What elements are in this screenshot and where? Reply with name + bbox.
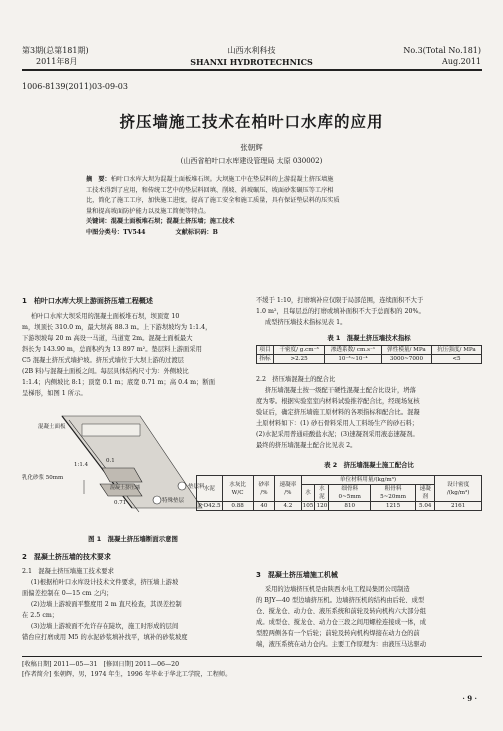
text-line: (2)水泥采用普通硅酸盐水泥；(3)速凝剂采用液态速凝剂。 [256,431,419,438]
fig-label-wall: 混凝土挤压墙 [110,485,141,491]
abstract [86,175,416,238]
table-cell: 指标 [257,355,274,364]
page-title: 挤压墙施工技术在柏叶口水库的应用 [119,113,384,131]
table-cell: <5 [431,355,481,364]
issue-cn: 第3期(总第181期) [22,46,89,55]
table-cell: 105 [302,503,314,509]
text-line: 采用的边墙挤压机是由陕西水电工程局集团公司制造 [264,586,410,593]
table-cell: 水 [301,485,315,502]
fig-label-sand: 乳化砂浆 50mm [22,475,64,481]
text-line: 最终的挤压墙混凝土配合比见表 2。 [256,442,357,449]
fig-label-special: 特殊垫层 [162,498,185,504]
section-2-body [22,566,244,643]
date-cn: 2011年8月 [36,57,78,66]
text-line: (2)边墙上游坡面平整度用 2 m 直尺检查，其误差控制 [30,601,182,608]
author: 张朝辉 [240,143,263,152]
text-line: 成。成型仓、搅龙仓、动力仓三段之间用螺栓连接成一体，成 [256,619,427,626]
abstract-line: 量和提高坡面防护能力以及施工简便等特点。 [86,207,210,215]
marker-circle [178,482,186,490]
section-3-body [256,584,482,650]
text-line: 面偏差控制在 0—15 cm 之内； [22,590,113,597]
table-cell: 水灰比 W/C [222,476,253,502]
section-22-body [256,374,482,451]
table-cell: 砂率 /% [253,476,274,502]
section-1-body [22,311,244,399]
table-cell: 干密度/ g.cm⁻³ [274,346,325,355]
journal-en: SHANXI HYDROTECHNICS [190,57,313,67]
table-cell: 810 [329,502,371,511]
table-cell: 速凝剂 [416,485,435,502]
issue-en: No.3(Total No.181) [403,46,481,55]
table-2-caption: 表 2 挤压墙混凝土施工配合比 [324,461,414,469]
text-line: 挤压墙混凝土按一级配干硬性混凝土配合比设计，坍落 [264,387,416,394]
text-line: m，坝顶长 310.0 m，最大坝高 88.3 m。上下游坝坡均为 1:1.4， [22,324,212,331]
table-1 [256,345,482,364]
text-line: (3)边墙上游坡面不允许存在陡坎，施工时形成的层间 [30,623,179,630]
section-1-title: 1 柏叶口水库大坝上游面挤压墙工程概述 [22,297,153,305]
text-line: 下游坝坡每 20 m 高设一马道，马道宽 2m。混凝土面板最大 [22,335,193,342]
table-cell: 渗透系数/ cm.s⁻¹ [325,346,382,355]
text-line: 仓、搅龙仓、动力仓、液压系统和前轮及转向机构六大部分组 [256,608,427,615]
date-en: Aug.2011 [442,57,481,66]
text-line: 型腔两侧各有一个后轮；前轮及转向机构焊接在动力仓的前 [256,630,420,637]
text-line: (1)根据柏叶口水库设计技术文件要求，挤压墙上游坡 [30,579,179,586]
page-number: · 9 · [462,694,477,703]
text-line: 验证后，确定挤压墙施工原材料的各项指标和配合比。混凝 [256,409,420,416]
table-cell: 120 [316,503,328,509]
footer-rule [22,656,482,657]
fig-label-panel: 混凝土面板 [38,424,66,430]
text-line: 1.0 m²，且每层总的打磨或填补面积不大于总面积的 20%。 [256,308,425,315]
table-cell: 40 [253,502,274,511]
section-2-title: 2 混凝土挤压墙的技术要求 [22,553,111,561]
table-cell: 水泥 [197,476,223,502]
text-line: 成型挤压墙技术指标见表 1。 [264,319,347,326]
panel-shape [82,424,140,436]
doc-id: 1006-8139(2011)03-09-03 [22,82,128,91]
abstract-line: 柏叶口水库大坝为混凝土面板堆石坝。大坝施工中在垫层料的上游混凝土挤压墙施 [110,176,334,183]
text-line: 2.2 挤压墙混凝土的配合比 [256,376,336,383]
table-cell: 设计密度 /(kg/m³) [435,476,482,502]
table-row [257,355,482,364]
table-cell: 粗骨料 5~20mm [371,485,416,502]
table-cell: 抗压强度/ MPa [431,346,481,355]
table-cell: >2.25 [274,355,325,364]
fig-label-dim: 0.1 [106,458,115,464]
doc-code: 文献标识码：B [175,228,218,236]
table-cell: 水泥 [315,485,329,502]
text-line: 2.1 混凝土挤压墙施工技术要求 [22,568,114,575]
abstract-line: 工技术得到了应用，和传统工艺中的垫层料回填、削坡、斜坡碾压、坡面砂浆碾压等工序相 [86,186,334,194]
table-cell: 5.04 [416,502,435,511]
right-top-body [256,295,482,328]
table-1-caption: 表 1 混凝土挤压墙技术指标 [327,334,411,342]
text-line: 端，液压系统在动力仓内。主要工作原理为：由液压马达驱动 [256,641,427,648]
table-row [197,502,482,511]
abstract-line: 比，简化了施工工序，加快施工进度，提高了施工安全和施工质量，具有保证垫层料的压实质 [86,197,340,204]
text-line: 在 2.5 cm； [22,612,59,619]
table-2 [196,475,482,511]
header-rule [22,69,482,71]
table-cell: 弹性模量/ MPa [381,346,431,355]
text-line: (2B 料)与混凝土面板之间。每层具体结构尺寸为：外侧坡比 [22,368,189,375]
table-cell: 4.2 [275,502,302,511]
received-date: [收稿日期] 2011—05—31 [修回日期] 2011—06—20 [22,661,180,668]
text-line: 柏叶口水库大坝采用的混凝土面板堆石坝，坝顶宽 10 [30,313,180,320]
table-cell: 3000~7000 [381,355,431,364]
table-cell: 细骨料 0~5mm [329,485,371,502]
abstract-label: 摘 要： [86,176,111,183]
footnote [22,660,482,680]
table-cell: 1215 [371,502,416,511]
figure-1-caption: 图 1 混凝土挤压墙断面示意图 [88,535,178,543]
table-cell: 0.88 [222,502,253,511]
journal-cn: 山西水利科技 [227,46,276,55]
text-line: 的 BJY—40 型边墙挤压机。边墙挤压机的结构由后轮、成型 [256,597,425,604]
text-line: 土原材料如下：(1) 砂石骨料采用人工料场生产的砂石料； [256,420,419,427]
marker-circle [153,496,161,504]
table-cell: 项目 [257,346,274,355]
text-line: C5 混凝土挤压式墙护坡。挤压式墙位于大坝上游的过渡层 [22,357,184,364]
text-line: 不缓于 1:10，打磨填补应仅限于局部范围，连续面积不大于 [256,297,424,304]
table-cell: P·O42.5 [198,503,221,509]
keywords: 关键词：混凝土面板堆石坝；混凝土挤压墙；施工技术 [86,218,235,225]
table-cell: 单位材料用量/(kg/m³) [301,476,435,485]
table-cell: 10⁻³~10⁻⁴ [325,355,382,364]
table-row [197,476,482,485]
affiliation: (山西省柏叶口水库建设管理局 太原 030002) [180,157,323,165]
text-line: 错台应打磨或用 M5 的水泥砂浆填补找平，填补的砂浆坡度 [22,634,188,641]
table-row [257,346,482,355]
text-line: 斜长为 143.90 m，总面积约为 13 897 m²。垫层料上游面采用 [22,346,202,353]
text-line: 度为零。根据实验室室内材料试验推荐配合比，经现场复核 [256,398,420,405]
author-info: [作者简介] 张朝辉，男，1974 年生，1996 年毕业于华北工学院，工程师。 [22,671,232,678]
table-cell: 2161 [435,502,482,511]
fig-label-cushion: 垫层料 [188,484,205,490]
text-line: 呈梯形，如图 1 所示。 [22,390,87,397]
text-line: 1:1.4；内侧坡比 8:1；顶宽 0.1 m；底宽 0.71 m；高 0.4 m；断面 [22,379,215,386]
fig-label-slope: 1:1.4 [74,462,89,468]
clc-code: 中图分类号：TV544 [86,228,146,236]
table-cell: 速凝率 /% [275,476,302,502]
fig-label-h: 0.71 [114,500,127,506]
section-3-title: 3 混凝土挤压墙施工机械 [256,571,338,579]
